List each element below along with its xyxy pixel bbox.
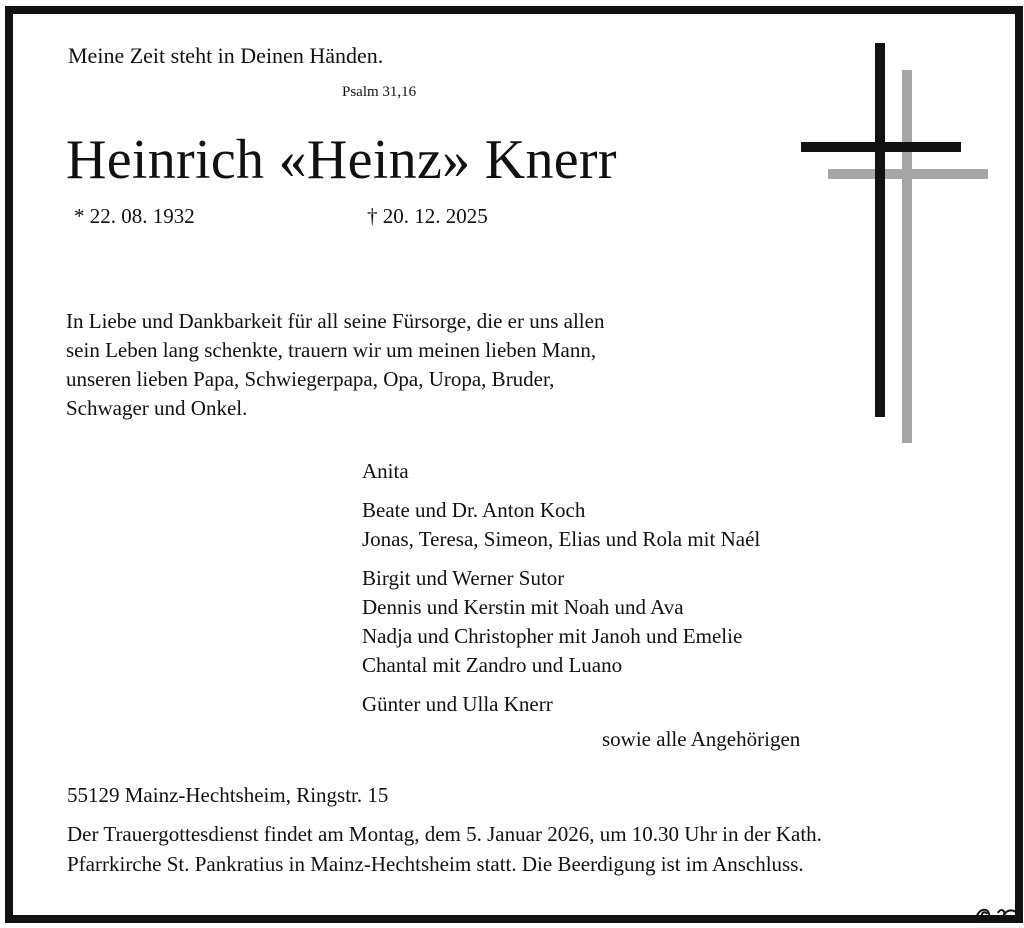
mourner-line: Beate und Dr. Anton Koch [362, 498, 586, 522]
mourner-group [362, 496, 760, 554]
service-line: Pfarrkirche St. Pankratius in Mainz-Hechtsheim statt. Die Beerdigung ist im Anschluss. [67, 852, 804, 876]
intro-line: In Liebe und Dankbarkeit für all seine Fürsorge, die er uns allen [66, 309, 605, 333]
double-cross-icon [790, 40, 990, 445]
motto-text: Meine Zeit steht in Deinen Händen. [68, 43, 384, 68]
address-line: 55129 Mainz-Hechtsheim, Ringstr. 15 [67, 783, 389, 807]
intro-line: Schwager und Onkel. [66, 396, 248, 420]
mourner-line: Günter und Ulla Knerr [362, 692, 553, 716]
back-cross-horizontal [828, 169, 988, 179]
mourner-line: Chantal mit Zandro und Luano [362, 653, 623, 677]
scroll-ornament-icon [974, 904, 1020, 926]
mourner-line: Birgit und Werner Sutor [362, 566, 565, 590]
back-cross-vertical [902, 70, 912, 443]
death-date: † 20. 12. 2025 [367, 204, 488, 228]
front-cross-horizontal [801, 142, 961, 152]
service-info [67, 819, 822, 879]
relatives-line: sowie alle Angehörigen [602, 727, 801, 751]
mourner-line: Anita [362, 459, 409, 483]
mourner-group [362, 564, 760, 680]
mourner-line: Nadja und Christopher mit Janoh und Emelie [362, 624, 743, 648]
mourner-group [362, 690, 760, 719]
intro-paragraph [66, 307, 604, 423]
mourners-list [362, 457, 760, 729]
intro-line: sein Leben lang schenkte, trauern wir um meinen lieben Mann, [66, 338, 597, 362]
mourner-line: Jonas, Teresa, Simeon, Elias und Rola mit Naél [362, 527, 761, 551]
birth-date: * 22. 08. 1932 [74, 204, 195, 228]
mourner-group [362, 457, 760, 486]
deceased-name: Heinrich «Heinz» Knerr [66, 129, 617, 191]
service-line: Der Trauergottesdienst findet am Montag, dem 5. Januar 2026, um 10.30 Uhr in der Kath. [67, 822, 822, 846]
front-cross-vertical [875, 43, 885, 417]
psalm-reference: Psalm 31,16 [342, 84, 417, 100]
intro-line: unseren lieben Papa, Schwiegerpapa, Opa, Uropa, Bruder, [66, 367, 555, 391]
mourner-line: Dennis und Kerstin mit Noah und Ava [362, 595, 684, 619]
